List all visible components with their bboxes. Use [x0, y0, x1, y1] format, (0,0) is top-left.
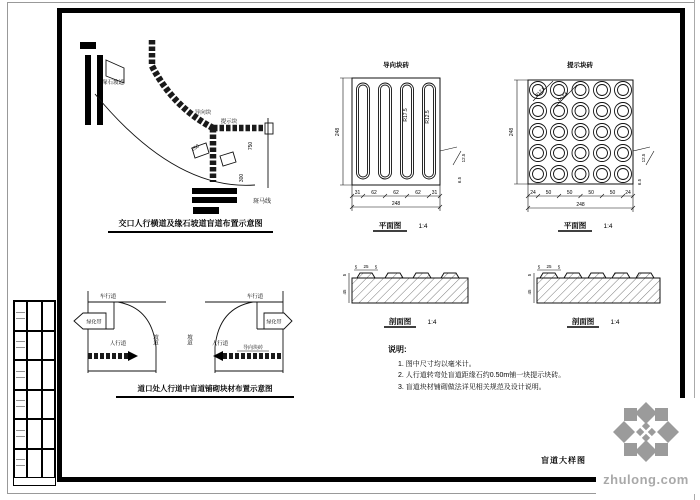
rev-row-label-cell: [14, 301, 27, 331]
rev-row-mark: ——: [16, 315, 25, 321]
warning-right-dim-1: 12.5: [641, 153, 646, 163]
d2-green-label: 绿化带: [266, 319, 282, 326]
guide-detail-title: 导向块砖: [383, 62, 409, 69]
rev-row-mark: ——: [16, 427, 25, 433]
rev-row-empty-cell: [27, 331, 42, 361]
rev-row-mark: ——: [16, 463, 25, 469]
guide-right-dim-1: 12.5: [461, 153, 466, 163]
guide-right-dim-2: 6.5: [457, 176, 462, 184]
d1-green-label: 绿化带: [86, 319, 102, 326]
rev-row-empty-cell: [42, 360, 55, 390]
rev-row-label-cell: [14, 449, 27, 479]
rev-row-mark: ——: [16, 309, 25, 315]
rev-row-empty-cell: [42, 390, 55, 420]
sectionA-left-dim: 5: [342, 273, 347, 277]
sectionB-left-dim: 5: [527, 273, 532, 277]
guide-seg-dim: 31: [354, 190, 361, 196]
rev-row-empty-cell: [27, 360, 42, 390]
sectionA-caption: 剖面图: [388, 317, 412, 326]
sectionA-scale: 1:4: [427, 319, 437, 326]
plan-dim-750: 750: [248, 141, 254, 151]
guide-seg-dim: 62: [371, 190, 377, 196]
plan-caption: 交口人行横道及缘石坡道盲道布置示意图: [108, 218, 273, 233]
corner-diagrams-caption: 道口处人行道中盲道铺砌块材布置示意图: [116, 383, 294, 398]
watermark-logo: [596, 398, 696, 494]
d2-sidewalk-label: 人行道: [211, 341, 229, 347]
sectionB-caption: 剖面图: [571, 317, 595, 326]
section-b: [525, 262, 670, 332]
section-bumps: [357, 273, 459, 278]
zebra-bar: [192, 197, 237, 203]
notes-title: 说明:: [388, 345, 407, 354]
rev-row-empty-cell: [42, 419, 55, 449]
zebra-bar: [85, 55, 91, 125]
sectionA-top-dim: 5: [374, 264, 378, 270]
slot-shapes: [357, 83, 436, 179]
warning-seg-dim: 24: [530, 190, 536, 196]
warning-seg-dim: 50: [588, 190, 594, 196]
plan-dim-250: 250: [190, 143, 201, 153]
sectionB-top-dim: 5: [557, 264, 561, 270]
sectionB-left-dim: 45: [527, 289, 532, 295]
label-tag-bottom: [193, 207, 219, 214]
warning-total-dim: 248: [576, 202, 585, 208]
d1-outline: [88, 291, 166, 373]
rev-row-empty-cell: [27, 419, 42, 449]
sectionB-top-dim: 5: [537, 264, 541, 270]
corner-diagrams: [70, 283, 295, 378]
d2-road-label: 车行道: [246, 294, 264, 300]
zebra-bar: [192, 188, 237, 194]
section-a: [340, 262, 475, 332]
plan-dim-300: 300: [239, 173, 245, 183]
guide-caption: 平面图: [378, 221, 402, 230]
guide-scale: 1:4: [418, 223, 428, 230]
warning-seg-dim: 50: [566, 190, 573, 196]
plan-label-warning-block: 提示块: [220, 119, 238, 125]
guide-radius-1: R17.5: [403, 108, 409, 122]
d1-sidewalk-label: 人行道: [109, 341, 127, 347]
d2-strip-arrow: [213, 351, 223, 361]
warning-caption: 平面图: [563, 221, 587, 230]
rev-row-label-cell: [14, 419, 27, 449]
guide-seg-dim: 62: [393, 190, 399, 196]
sectionA-top-dim: 25: [363, 264, 369, 269]
d2-guide-label: 导向块砖: [242, 345, 264, 351]
guide-left-dim: 248: [335, 127, 341, 137]
warning-radius-2: R17.5: [556, 90, 569, 103]
d2-ramp-vlabel: 坡道: [186, 334, 192, 345]
warning-detail-title: 提示块砖: [567, 62, 593, 69]
label-tag-top: [80, 42, 96, 49]
revision-table: [13, 300, 56, 486]
d1-road-label: 车行道: [99, 294, 117, 300]
block-outline: [352, 78, 440, 185]
rev-row-empty-cell: [42, 449, 55, 479]
d1-strip-arrow: [128, 351, 138, 361]
warning-right-dim-2: 6.5: [637, 178, 642, 186]
d1-ramp-vlabel: 坡道: [152, 334, 158, 345]
warning-seg-dim: 24: [625, 190, 631, 196]
guide-block-detail: [335, 55, 485, 237]
rev-row-label-cell: [14, 360, 27, 390]
note-item: 2. 人行道转弯处盲道距缘石约0.50m铺一块提示块砖。: [398, 372, 566, 379]
guide-seg-dim: 62: [415, 190, 421, 196]
warning-scale: 1:4: [603, 223, 613, 230]
note-item: 3. 盲道块材铺砌做法详见相关规范及设计说明。: [398, 383, 546, 391]
dot-shapes: [530, 82, 632, 183]
rev-row-mark: ——: [16, 433, 25, 439]
pinwheel-logo-icon: [610, 399, 682, 469]
notes-block: [388, 344, 618, 393]
rev-row-empty-cell: [42, 301, 55, 331]
rev-row-label-cell: [14, 390, 27, 420]
rev-row-mark: ——: [16, 404, 25, 410]
section-body: [352, 278, 468, 303]
watermark-text: zhulong.com: [603, 472, 689, 487]
sectionA-left-dim: 45: [342, 289, 347, 295]
rev-row-mark: ——: [16, 398, 25, 404]
strip-end-cap: [265, 123, 273, 134]
warning-seg-dim: 50: [545, 190, 552, 196]
section-body: [537, 278, 660, 303]
rev-row-mark: ——: [16, 368, 25, 374]
rev-row-label-cell: [14, 331, 27, 361]
curb-ramp-flare: [220, 152, 236, 166]
note-item: 1. 图中尺寸均以毫米计。: [398, 360, 476, 368]
plan-label-curb-ramp: 缘石坡道: [101, 80, 125, 86]
warning-radius-1: R12.5: [533, 85, 546, 98]
rev-row-mark: ——: [16, 374, 25, 380]
curb-arc: [95, 94, 255, 185]
intersection-plan: [62, 28, 287, 218]
warning-left-dim: 248: [509, 127, 515, 137]
sectionB-scale: 1:4: [610, 319, 620, 326]
plan-label-guide-block: 导向块: [194, 110, 212, 116]
rev-row-mark: ——: [16, 339, 25, 345]
warning-block-detail: [505, 55, 665, 237]
zebra-bar: [97, 55, 103, 125]
guide-seg-dim: 31: [431, 190, 438, 196]
rev-row-empty-cell: [27, 301, 42, 331]
rev-row-empty-cell: [27, 390, 42, 420]
d2-outline: [205, 291, 283, 373]
plan-label-zebra: 斑马线: [253, 199, 272, 205]
rev-row-mark: ——: [16, 457, 25, 463]
guide-radius-2: R12.5: [425, 110, 431, 124]
sheet-title: 盲道大样图: [541, 456, 586, 465]
rev-row-empty-cell: [42, 331, 55, 361]
sectionA-top-dim: 5: [354, 264, 358, 270]
sectionB-top-dim: 25: [546, 264, 552, 269]
rev-row-mark: ——: [16, 345, 25, 351]
rev-row-empty-cell: [27, 449, 42, 479]
section-bumps: [540, 273, 654, 278]
guide-total-dim: 248: [391, 201, 401, 207]
warning-seg-dim: 50: [609, 190, 616, 196]
